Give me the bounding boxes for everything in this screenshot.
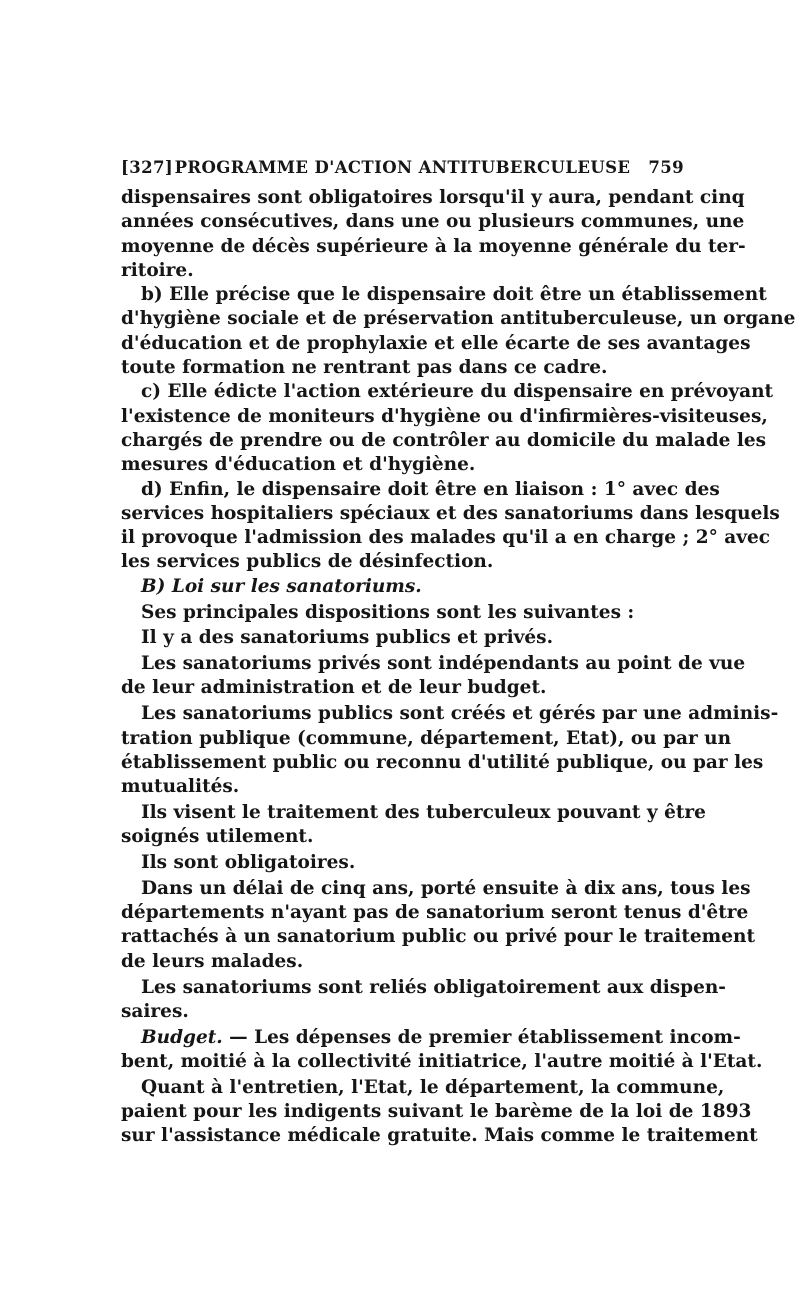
page-number: 759	[648, 158, 684, 177]
text-line: services hospitaliers spéciaux et des sanatoriums dans lesquels	[121, 502, 780, 524]
body-text	[121, 186, 796, 1149]
text-line: de leur administration et de leur budget.	[121, 677, 547, 699]
text-line: d) Enfin, le dispensaire doit être en liaison : 1° avec des	[141, 478, 720, 500]
text-line: Les sanatoriums publics sont créés et gérés par une adminis-	[141, 703, 779, 725]
text-line: moyenne de décès supérieure à la moyenne générale du ter-	[121, 235, 746, 257]
text-line: b) Elle précise que le dispensaire doit être un établissement	[141, 284, 767, 306]
text-line: les services publics de désinfection.	[121, 551, 494, 573]
text-line: paient pour les indigents suivant le barème de la loi de 1893	[121, 1100, 752, 1122]
text-line: l'existence de moniteurs d'hygiène ou d'infirmières-visiteuses,	[121, 405, 768, 427]
text-line: Quant à l'entretien, l'Etat, le département, la commune,	[141, 1076, 725, 1098]
text-line: Ses principales dispositions sont les suivantes :	[141, 601, 635, 623]
section-number: [327]	[121, 158, 174, 177]
text-line: il provoque l'admission des malades qu'il a en charge ; 2° avec	[121, 527, 771, 549]
budget-line-text: Budget. — Les dépenses de premier établissement incom-	[141, 1026, 741, 1048]
text-line: saires.	[121, 1000, 189, 1022]
text-line: d'hygiène sociale et de préservation antituberculeuse, un organe	[121, 308, 796, 330]
section-heading: B) Loi sur les sanatoriums.	[141, 575, 422, 597]
text-line: d'éducation et de prophylaxie et elle écarte de ses avantages	[121, 332, 751, 354]
text-line: c) Elle édicte l'action extérieure du dispensaire en prévoyant	[141, 381, 774, 403]
text-line: soignés utilement.	[121, 826, 314, 848]
running-title: PROGRAMME D'ACTION ANTITUBERCULEUSE	[174, 158, 631, 177]
text-line: bent, moitié à la collectivité initiatrice, l'autre moitié à l'Etat.	[121, 1050, 763, 1072]
running-header	[121, 158, 684, 182]
text-line: rattachés à un sanatorium public ou privé pour le traitement	[121, 926, 755, 948]
text-line: toute formation ne rentrant pas dans ce cadre.	[121, 357, 608, 379]
text-line: dispensaires sont obligatoires lorsqu'il y aura, pendant cinq	[121, 187, 745, 208]
text-line: départements n'ayant pas de sanatorium seront tenus d'être	[121, 902, 749, 924]
text-line: mutualités.	[121, 776, 240, 798]
text-line: sur l'assistance médicale gratuite. Mais comme le traitement	[121, 1125, 758, 1147]
text-line: Ils sont obligatoires.	[141, 852, 356, 874]
text-line: Les sanatoriums sont reliés obligatoirement aux dispen-	[141, 976, 726, 998]
text-line: de leurs malades.	[121, 950, 304, 972]
text-line: ritoire.	[121, 259, 194, 281]
text-line: établissement public ou reconnu d'utilité publique, ou par les	[121, 751, 764, 773]
text-line: Dans un délai de cinq ans, porté ensuite à dix ans, tous les	[141, 877, 751, 899]
text-line: tration publique (commune, département, Etat), ou par un	[121, 727, 732, 749]
text-line: Ils visent le traitement des tuberculeux pouvant y être	[141, 801, 706, 823]
text-line: mesures d'éducation et d'hygiène.	[121, 454, 476, 476]
text-line: Les sanatoriums privés sont indépendants au point de vue	[141, 653, 746, 675]
budget-line	[121, 1026, 741, 1050]
text-line: Il y a des sanatoriums publics et privés.	[141, 627, 554, 649]
text-line: chargés de prendre ou de contrôler au domicile du malade les	[121, 429, 767, 451]
text-line: années consécutives, dans une ou plusieurs communes, une	[121, 211, 745, 233]
